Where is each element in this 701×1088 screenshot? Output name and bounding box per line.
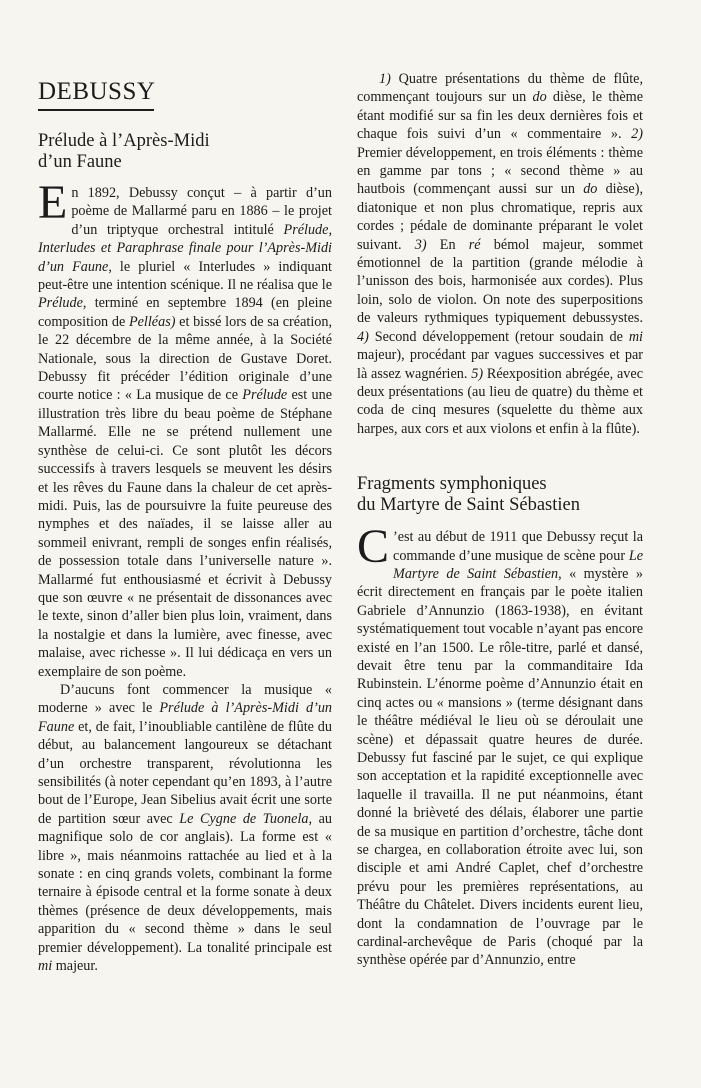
left-column	[38, 70, 332, 975]
paragraph	[38, 681, 332, 976]
paragraph	[357, 70, 643, 438]
composer-heading: DEBUSSY	[38, 78, 154, 111]
text-run: ’est au début de 1911 que Debussy reçut la commande d’une musique de scène pour	[393, 529, 643, 564]
work-title-line: Fragments symphoniques	[357, 474, 547, 495]
text-run: est une illustration très libre du beau poème de Stéphane Mallarmé. Elle ne se prétend nullement une synthèse de celui-ci. Ce sont plutôt les décors successifs à travers lesquels se meuvent les désirs et les rêves du Faune dans la chaleur de cet après-midi. Puis, las de poursuivre la fuite peureuse des nymphes et des naïades, il se laisse aller au sommeil enivrant, rempli de songes enfin réalisés, de possession totale dans l’universelle nature ». Mallarmé fut enthousiasmé et écrivit à Debussy que son œuvre « ne présentait de dissonances avec le texte, sinon d’aller bien plus loin, vraiment, dans la nostalgie et dans la lumière, avec finesse, avec malaise, avec richesse ». Il lui dédicaça en vers un exemplaire de son poème.	[38, 387, 332, 680]
text-run: Réexposition abrégée, avec deux présentations (au lieu de quatre) du thème et coda de cinq mesures (squelette du thème aux harpes, aux cors et aux violons et enfin à la flûte).	[357, 365, 643, 437]
text-run-italic: Prélude	[242, 387, 288, 404]
text-run-italic: 4)	[357, 328, 369, 345]
text-run-italic: 2)	[631, 126, 643, 143]
right-column	[357, 70, 643, 970]
text-run-italic: Prélude à l’Après-Midi d’un Faune	[38, 700, 333, 735]
text-run: n 1892, Debussy conçut – à partir d’un poème de Mallarmé paru en 1886 – le projet d’un triptyque orchestral intitulé	[71, 185, 332, 238]
text-run-italic: 3)	[414, 236, 427, 253]
text-run: Second développement (retour soudain de	[368, 328, 629, 345]
text-run-italic: Prélude	[38, 295, 83, 312]
text-run: , terminé en septembre 1894 (en pleine composition de	[38, 295, 332, 330]
text-run-italic: ré	[468, 236, 481, 253]
text-run: Premier développement, en trois éléments : thème en gamme par tons ; « second thème » au hautbois (commençant aussi sur un	[357, 144, 643, 198]
text-run: , « mystère » écrit directement en français par le poète italien Gabriele d’Annunzio (1863-1938), en évitant systématiquement tout vocable n’ayant pas encore existé en l’an 1500. Le rôle-titre, parlé et dansé, devait être tenu par la commanditaire Ida Rubinstein. L’énorme poème d’Annunzio était en cinq actes ou « mansions » (terme désignant dans le théâtre médiéval le lieu où se déroulait une scène) et dépassait quatre heures de durée. Debussy fut fasciné par le sujet, ce qui explique son acceptation et la rapidité exceptionnelle avec laquelle il travailla. Il ne put néanmoins, étant donné la brièveté des délais, élaborer une partie de sa musique en partition d’orchestre, tâche dont se chargea, en collaboration étroite avec lui, son disciple et ami André Caplet, chef d’orchestre prévu pour les premières représentations, au Théâtre du Châtelet. Divers incidents eurent lieu, dont la condamnation de l’ouvrage par le cardinal-archevêque de Paris (choqué par la synthèse opérée par d’Annunzio, entre	[357, 565, 643, 969]
text-run-italic: do	[583, 181, 598, 198]
drop-cap: E	[38, 176, 68, 229]
text-run-italic: mi	[628, 328, 643, 345]
text-run-italic: 1)	[379, 71, 391, 87]
text-run: dièse), diatonique et non plus chromatique, repris aux cordes ; pédale de dominante préparant le volet suivant.	[357, 181, 643, 253]
paragraph	[38, 176, 332, 681]
drop-cap: C	[357, 520, 390, 574]
text-run: majeur), procédant par vagues successives et par là assez wagnérien.	[357, 347, 643, 382]
text-run: et, de fait, l’inoubliable cantilène de flûte du début, au balancement langoureux se détachant d’un orchestre transparent, révolutionna les sensibilités (à noter cependant qu’en 1893, à l’autre bout de l’Europe, Jean Sibelius avait écrit une sorte de partition sœur avec	[38, 718, 332, 827]
paragraph	[357, 520, 643, 970]
text-run: , au magnifique solo de cor anglais). La forme est « libre », mais néanmoins rattachée au lied et à la sonate : en cinq grands volets, combinant la forme ternaire à épisode central et la forme sonate à deux thèmes (présence de deux développements, mais apparition du « second thème » dans le seul premier développement). La tonalité principale est	[38, 810, 332, 956]
text-run: dièse, le thème étant modifié sur sa fin les deux dernières fois et chaque fois suivi d’un « commentaire ».	[357, 89, 643, 143]
text-run-italic: do	[532, 89, 547, 106]
work-title-prelude	[38, 131, 332, 173]
text-run: , le pluriel « Interludes » indiquant peut-être une intention scénique. Il ne réalisa que le	[38, 258, 332, 294]
work-title-line: Prélude à l’Après-Midi	[38, 131, 210, 151]
text-run: D’aucuns font commencer la musique « moderne » avec le	[38, 681, 332, 717]
text-run: En	[426, 236, 469, 253]
text-run: majeur.	[52, 958, 98, 975]
text-run-italic: 5)	[471, 365, 484, 382]
text-run-italic: Le Cygne de Tuonela	[179, 810, 309, 827]
text-run: bémol majeur, sommet émotionnel de la partition (grande mélodie à l’unisson des bois, harmonisée aux cordes). Plus loin, solo de violon. On note des superpositions de valeurs rythmiques typiquement debussystes.	[357, 236, 643, 327]
text-run-italic: Pelléas)	[128, 313, 176, 330]
text-run-italic: Le Martyre de Saint Sébastien	[393, 547, 643, 582]
work-title-sebastien	[357, 474, 643, 516]
text-run-italic: mi	[38, 958, 53, 975]
work-title-line: d’un Faune	[38, 152, 122, 172]
text-run: Quatre présentations du thème de flûte, commençant toujours sur un	[357, 71, 643, 106]
text-run: et bissé lors de sa création, le 22 décembre de la même année, à la Société Nationale, sous la direction de Gustave Doret. Debussy fit précéder l’édition originale d’une courte notice : « La musique de ce	[38, 313, 332, 404]
work-title-line: du Martyre de Saint Sébastien	[357, 495, 580, 516]
text-run-italic: Prélude, Interludes et Paraphrase finale pour l’Après-Midi d’un Faune	[38, 221, 332, 275]
